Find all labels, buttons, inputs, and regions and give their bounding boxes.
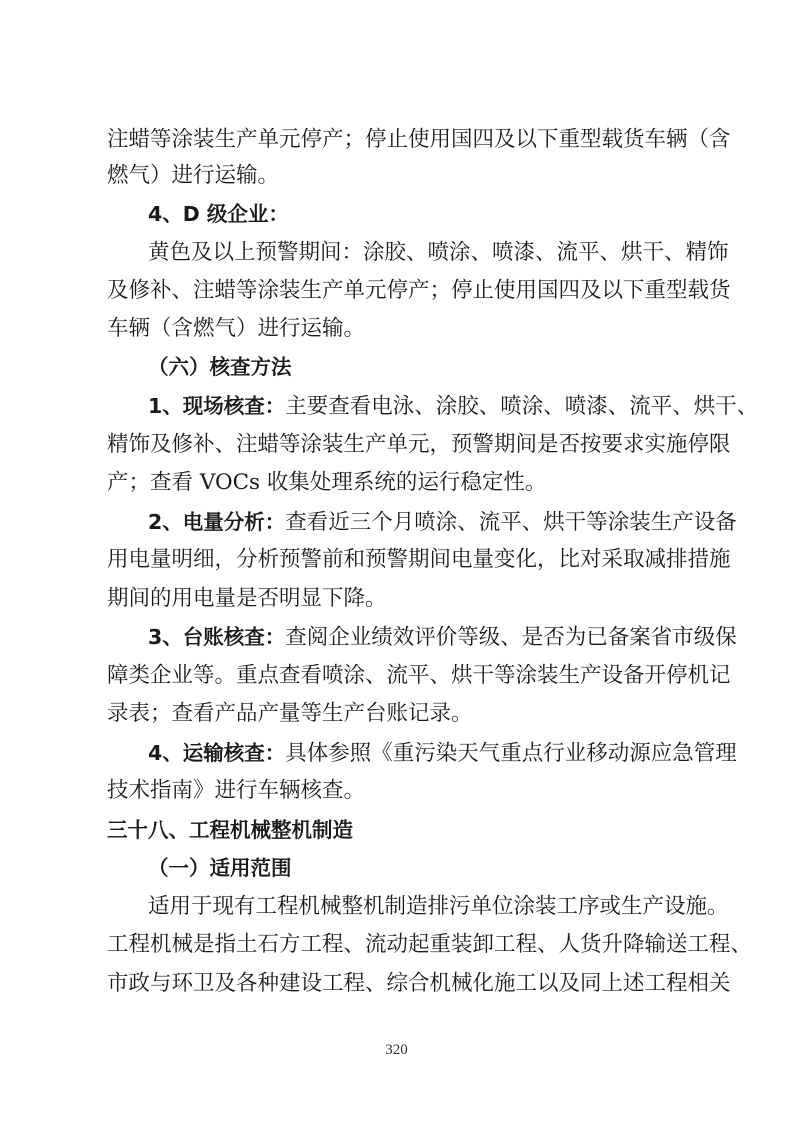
paragraph-line [148,622,737,653]
chapter-heading: 三十八、工程机械整机制造 [107,818,353,842]
paragraph-line: 工程机械是指土石方工程、流动起重装卸工程、人货升降输送工程、 [107,932,753,957]
item-label: 2、电量分析： [148,510,286,534]
subheading-d-level: 4、D 级企业： [148,202,289,226]
item-label: 3、台账核查： [148,625,286,649]
section-heading-inspection: （六）核查方法 [148,355,292,379]
paragraph-line: 精饰及修补、注蜡等涂装生产单元，预警期间是否按要求实施停限 [107,432,731,457]
paragraph-line: 车辆（含燃气）进行运输。 [107,316,366,341]
paragraph-line: 市政与环卫及各种建设工程、综合机械化施工以及同上述工程相关 [107,971,731,996]
item-label: 4、运输核查： [148,741,286,765]
paragraph-line: 燃气）进行运输。 [107,163,280,188]
page-number: 320 [385,1042,408,1058]
item-text: 查看近三个月喷涂、流平、烘干等涂装生产设备 [285,510,737,535]
paragraph-line: 用电量明细，分析预警前和预警期间电量变化，比对采取减排措施 [107,547,731,572]
paragraph-line: 注蜡等涂装生产单元停产；停止使用国四及以下重型载货车辆（含 [107,127,731,152]
section-heading-scope: （一）适用范围 [148,856,292,880]
paragraph-line [148,507,737,538]
item-text: 主要查看电泳、涂胶、喷涂、喷漆、流平、烘干、 [285,394,759,419]
paragraph-line: 适用于现有工程机械整机制造排污单位涂装工序或生产设施。 [148,894,729,919]
paragraph-line: 产；查看 VOCs 收集处理系统的运行稳定性。 [107,470,547,495]
paragraph-line: 录表；查看产品产量等生产台账记录。 [107,701,473,726]
paragraph-line [148,391,759,422]
paragraph-line: 黄色及以上预警期间：涂胶、喷涂、喷漆、流平、烘干、精饰 [148,240,729,265]
item-text: 具体参照《重污染天气重点行业移动源应急管理 [285,741,737,766]
item-label: 1、现场核查： [148,394,286,418]
paragraph-line: 技术指南》进行车辆核查。 [107,778,366,803]
paragraph-line: 障类企业等。重点查看喷涂、流平、烘干等涂装生产设备开停机记 [107,663,731,688]
item-text: 查阅企业绩效评价等级、是否为已备案省市级保 [285,625,737,650]
paragraph-line: 期间的用电量是否明显下降。 [107,586,387,611]
paragraph-line: 及修补、注蜡等涂装生产单元停产；停止使用国四及以下重型载货 [107,278,731,303]
paragraph-line [148,738,737,769]
